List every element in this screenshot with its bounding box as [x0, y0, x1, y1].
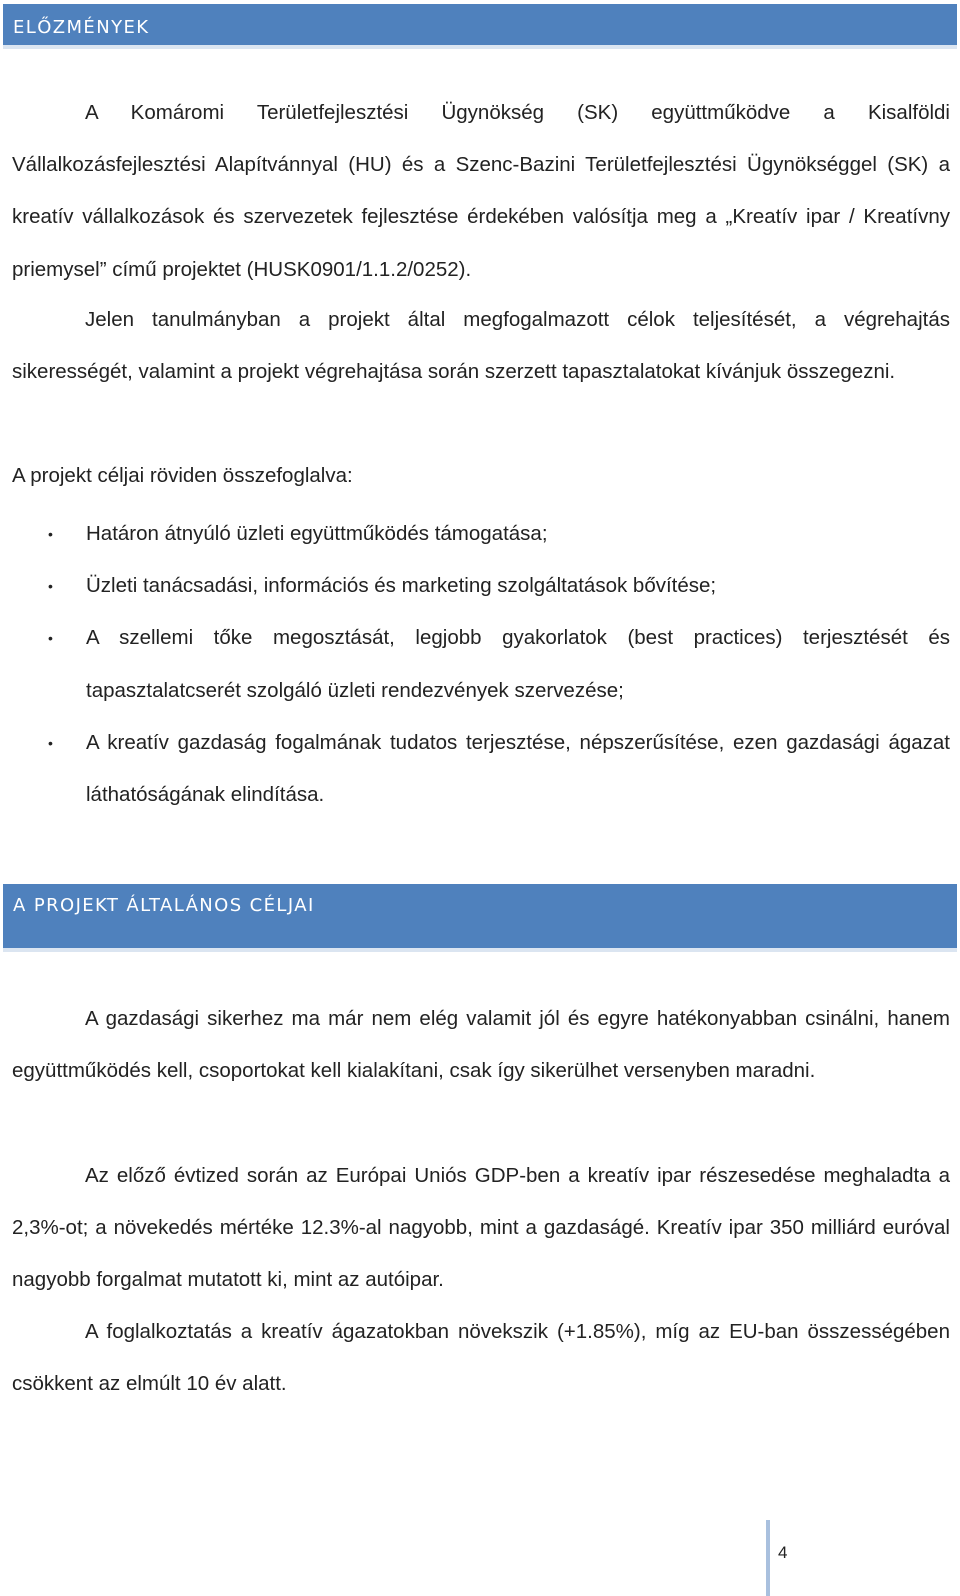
goals-list [0, 508, 960, 821]
list-item-text: Határon átnyúló üzleti együttműködés támogatása; [86, 522, 548, 545]
bullet-icon: • [48, 526, 53, 542]
list-item-text: A szellemi tőke megosztását, legjobb gyakorlatok (best practices) terjesztését és tapasztalatcserét szolgáló üzleti rendezvények szervezése; [86, 626, 950, 702]
section-heading-bar [3, 4, 957, 49]
collaboration-paragraph: A gazdasági sikerhez ma már nem elég valamit jól és egyre hatékonyabban csinálni, hanem együttműködés kell, csoportokat kell kialakítani, csak így sikerülhet versenyben maradni. [12, 1007, 950, 1083]
page-number-rule [766, 1520, 770, 1596]
page-number: 4 [778, 1543, 788, 1562]
study-purpose-paragraph: Jelen tanulmányban a projekt által megfogalmazott célok teljesítését, a végrehajtás sikerességét, valamint a projekt végrehajtása során szerzett tapasztalatokat kívánjuk összegezni. [12, 308, 950, 384]
list-item [0, 717, 950, 821]
section-heading-bar [3, 884, 957, 952]
gdp-paragraph: Az előző évtized során az Európai Uniós GDP-ben a kreatív ipar részesedése meghaladta a 2,3%-ot; a növekedés mértéke 12.3%-al nagyobb, mint a gazdaságé. Kreatív ipar 350 milliárd euróval nagyobb forgalmat mutatott ki, mint az autóipar. [12, 1164, 950, 1292]
bullet-icon: • [48, 578, 53, 595]
goals-list-intro: A projekt céljai röviden összefoglalva: [12, 464, 353, 487]
list-item [0, 508, 950, 560]
list-item [0, 560, 950, 612]
list-item [0, 612, 950, 716]
list-item-text: Üzleti tanácsadási, információs és marketing szolgáltatások bővítése; [86, 574, 717, 598]
bullet-icon: • [48, 630, 53, 647]
list-item-text: A kreatív gazdaság fogalmának tudatos terjesztése, népszerűsítése, ezen gazdasági ágazat láthatóságának elindítása. [86, 730, 950, 807]
employment-paragraph: A foglalkoztatás a kreatív ágazatokban növekszik (+1.85%), míg az EU-ban összességében csökkent az elmúlt 10 év alatt. [12, 1320, 950, 1396]
bullet-icon: • [48, 734, 53, 751]
section-heading: A PROJEKT ÁLTALÁNOS CÉLJAI [13, 895, 315, 916]
intro-paragraph: A Komáromi Területfejlesztési Ügynökség (SK) együttműködve a Kisalföldi Vállalkozásfejlesztési Alapítvánnyal (HU) és a Szenc-Bazini Területfejlesztési Ügynökséggel (SK) a kreatív vállalkozások és szervezetek fejlesztése érdekében valósítja meg a „Kreatív ipar / Kreatívny priemysel” című projektet (HUSK0901/1.1.2/0252). [12, 101, 950, 281]
section-heading: ELŐZMÉNYEK [13, 17, 150, 38]
